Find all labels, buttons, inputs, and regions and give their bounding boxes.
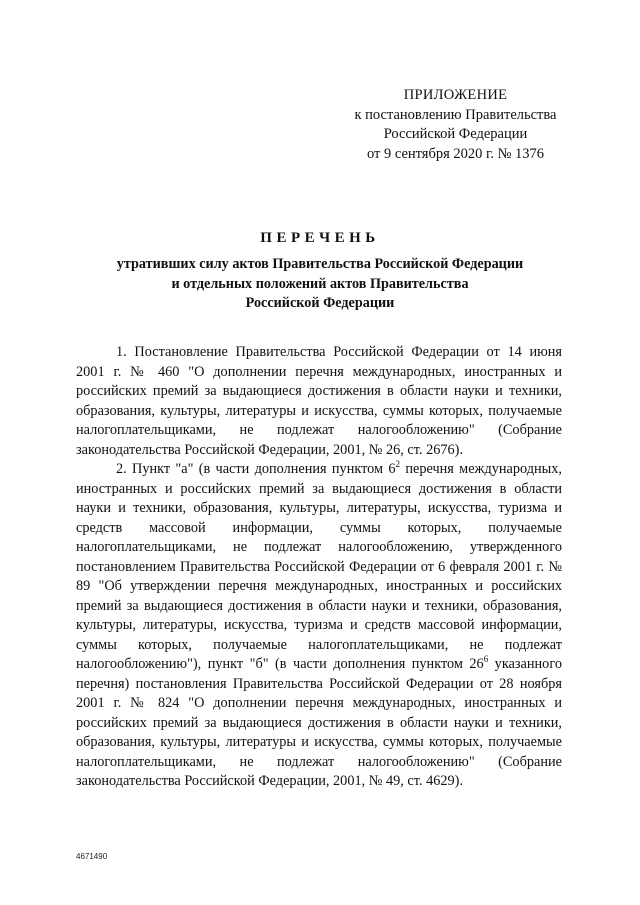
appendix-government: Российской Федерации bbox=[383, 126, 528, 142]
subtitle-line-1: утративших силу актов Правительства Российской Федерации bbox=[116, 256, 524, 272]
document-title: ПЕРЕЧЕНЬ bbox=[260, 230, 380, 246]
appendix-resolution: к постановлению Правительства bbox=[354, 106, 557, 123]
list-item-1: 1. Постановление Правительства Российской Федерации от 14 июня 2001 г. № 460 "О дополнении перечня международных, иностранных и российских премий за выдающиеся достижения в области науки и техники, образования, культуры, литературы и искусства, суммы которых, получаемые налогоплательщиками, не подлежат налогообложению" (Собрание законодательства Российской Федерации, 2001, № 26, ст. 2676). bbox=[76, 344, 562, 458]
item-2-text-c: указанного перечня) постановления Правительства Российской Федерации от 28 ноября 2001 г. № 824 "О дополнении перечня международных, иностранных и российских премий за выдающиеся достижения в области науки и техники, образования, культуры, литературы и искусства, суммы которых, получаемые налогоплательщиками, не подлежат налогообложению" (Собрание законодательства Российской Федерации, 2001, № 49, ст. 4629). bbox=[76, 656, 562, 789]
appendix-title: ПРИЛОЖЕНИЕ bbox=[403, 87, 508, 103]
item-2-text-a: 2. Пункт "а" (в части дополнения пунктом 6 bbox=[116, 461, 396, 477]
superscript-2: 2 bbox=[395, 459, 401, 469]
list-item-2 bbox=[76, 460, 562, 792]
subtitle-line-3: Российской Федерации bbox=[245, 295, 395, 311]
document-body bbox=[76, 343, 562, 792]
appendix-header bbox=[318, 86, 593, 164]
document-subtitle bbox=[80, 255, 560, 314]
subtitle-line-2: и отдельных положений актов Правительства bbox=[171, 275, 469, 292]
superscript-6: 6 bbox=[483, 654, 489, 664]
item-2-text-b: перечня международных, иностранных и российских премий за выдающиеся достижения в области науки и техники, образования, культуры, литературы, искусства, туризма и средств массовой информации, суммы которых, получаемые налогоплательщиками, не подлежат налогообложению, утвержденного постановлением Правительства Российской Федерации от 6 февраля 2001 г. № 89 "Об утверждении перечня международных, иностранных и российских премий за выдающиеся достижения в области науки и техники, образования, культуры, литературы, искусства, туризма и средств массовой информации, суммы которых, получаемые налогоплательщиками, не подлежат налогообложению"), пункт "б" (в части дополнения пунктом 26 bbox=[76, 461, 562, 672]
document-number-footer: 4671490 bbox=[76, 852, 108, 861]
appendix-date-number: от 9 сентября 2020 г. № 1376 bbox=[366, 145, 545, 162]
